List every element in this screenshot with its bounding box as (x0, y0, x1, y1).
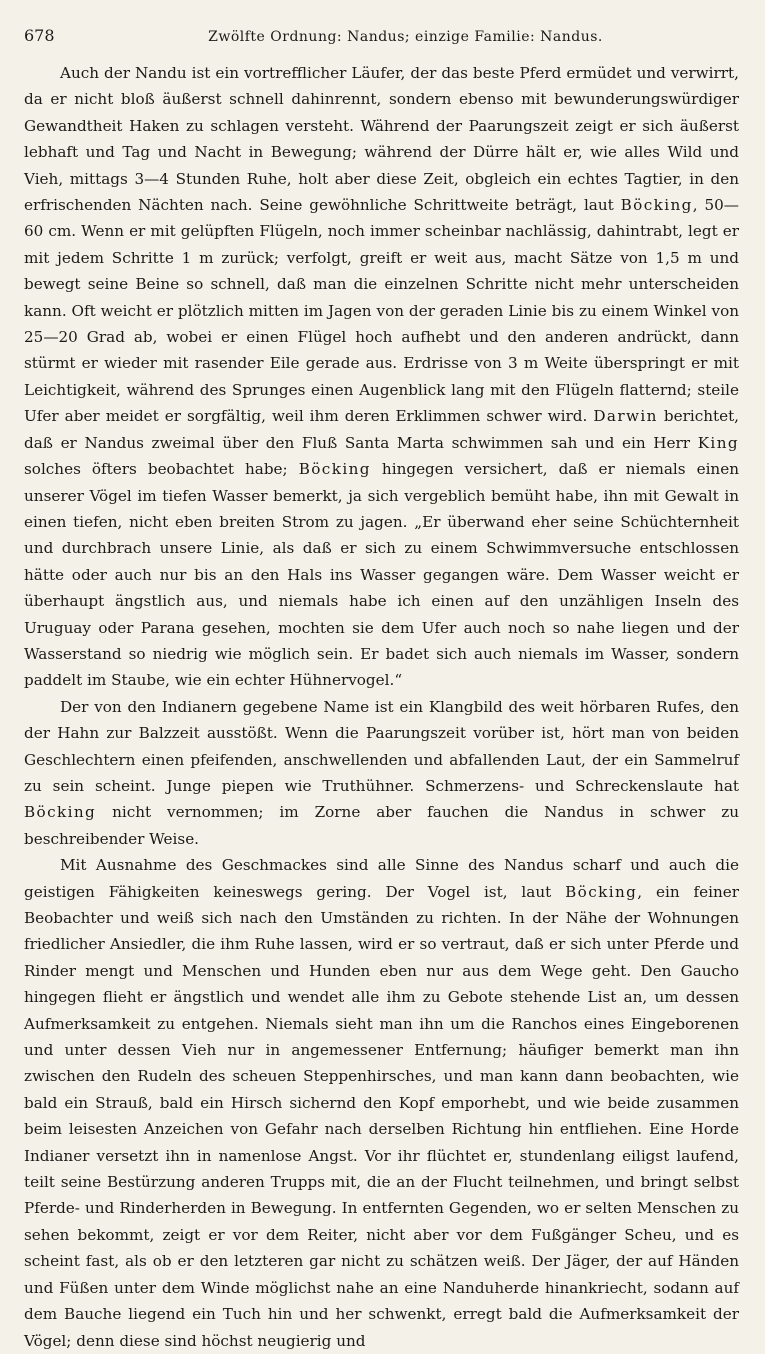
text-run: nicht vernommen; im Zorne aber fauchen die Nandus in schwer zu beschreibender Weise. (24, 803, 739, 848)
text-run: solches öfters beobachtet habe; (24, 460, 299, 479)
text-run: hingegen versichert, daß er niemals einen unserer Vögel im tiefen Wasser bemerkt, ja sich vergeblich bemüht habe, ihn mit Gewalt in einen tiefen, nicht eben breiten Strom zu jagen. „Er überwand eher seine Schüchternheit und durchbrach unsere Linie, als daß er sich zu einem Schwimmversuche entschlossen hätte oder auch nur bis an den Hals ins Wasser gegangen wäre. Dem Wasser weicht er überhaupt ängstlich aus, und niemals habe ich einen auf den unzähligen Inseln des Uruguay oder Parana gesehen, mochten sie dem Ufer auch noch so nahe liegen und der Wasserstand so niedrig wie möglich sein. Er badet sich auch niemals im Wasser, sondern paddelt im Staube, wie ein echter Hühnervogel.“ (24, 460, 739, 690)
text-run: , ein feiner Beobachter und weiß sich nach den Umständen zu richten. In der Nähe der Wohnungen friedlicher Ansiedler, die ihm Ruhe lassen, wird er so vertraut, daß er sich unter Pferde und Rinder mengt und Menschen und Hunden eben nur aus dem Wege geht. Den Gaucho hingegen flieht er ängstlich und wendet alle ihm zu Gebote stehende List an, um dessen Aufmerksamkeit zu entgehen. Niemals sieht man ihn um die Ranchos eines Eingeborenen und unter dessen Vieh nur in angemessener Entfernung; häufiger bemerkt man ihn zwischen den Rudeln des scheuen Steppenhirsches, und man kann dann beobachten, wie bald ein Strauß, bald ein Hirsch sichernd den Kopf emporhebt, und wie beide zusammen beim leisesten Anzeichen von Gefahr nach derselben Richtung hin entfliehen. Eine Horde Indianer versetzt ihn in namenlose Angst. Vor ihr flüchtet er, stundenlang eiligst laufend, teilt seine Bestürzung anderen Trupps mit, die an der Flucht teilnehmen, und bringt selbst Pferde- und Rinderherden in Bewegung. In entfernten Gegenden, wo er selten Menschen zu sehen bekommt, zeigt er vor dem Reiter, nicht aber vor dem Fußgänger Scheu, und es scheint fast, als ob er den letzteren gar nicht zu schätzen weiß. Der Jäger, der auf Händen und Füßen unter dem Winde möglichst nahe an eine Nanduherde hinankriecht, sodann auf dem Bauche liegend ein Tuch hin und her schwenkt, erregt bald die Aufmerksamkeit der Vögel; denn diese sind höchst neugierig und (24, 882, 739, 1350)
text-run: Auch der Nandu ist ein vortrefflicher Läufer, der das beste Pferd ermüdet und verwirrt, da er nicht bloß äußerst schnell dahinrennt, sondern ebenso mit bewunderungswürdiger Gewandtheit Haken zu schlagen versteht. Während der Paarungszeit zeigt er sich äußerst lebhaft und Tag und Nacht in Bewegung; während der Dürre hält er, wie alles Wild und Vieh, mittags 3—4 Stunden Ruhe, holt aber diese Zeit, obgleich ein echtes Tagtier, in den erfrischenden Nächten nach. Seine gewöhnliche Schrittweite beträgt, laut (24, 64, 739, 215)
running-head-title: Zwölfte Ordnung: Nandus; einzige Familie: Nandus. (208, 29, 603, 45)
spaced-name: King (697, 433, 739, 452)
spaced-name: Böcking (565, 882, 638, 901)
page-number: 678 (24, 26, 55, 45)
text-run: Der von den Indianern gegebene Name ist ein Klangbild des weit hörbaren Rufes, den der Hahn zur Balzzeit ausstößt. Wenn die Paarungszeit vorüber ist, hört man von beiden Geschlechtern einen pfeifenden, anschwellenden und abfallenden Laut, der ein Sammelruf zu sein scheint. Junge piepen wie Truthühner. Schmerzens- und Schreckenslaute hat (24, 697, 739, 795)
paragraph (24, 852, 739, 1354)
spaced-name: Böcking (24, 803, 97, 822)
text-run: Mit Ausnahme des Geschmackes sind alle Sinne des Nandus scharf und auch die geistigen Fähigkeiten keineswegs gering. Der Vogel ist, laut (24, 856, 739, 901)
text-run: , 50—60 cm. Wenn er mit gelüpften Flügeln, noch immer scheinbar nachlässig, dahintrabt, legt er mit jedem Schritte 1 m zurück; verfolgt, greift er weit aus, macht Sätze von 1,5 m und bewegt seine Beine so schnell, daß man die einzelnen Schritte nicht mehr unterscheiden kann. Oft weicht er plötzlich mitten im Jagen von der geraden Linie bis zu einem Winkel von 25—20 Grad ab, wobei er einen Flügel hoch aufhebt und den anderen andrückt, dann stürmt er wieder mit rasender Eile gerade aus. Erdrisse von 3 m Weite überspringt er mit Leichtigkeit, während des Sprunges einen Augenblick lang mit den Flügeln flatternd; steile Ufer aber meidet er sorgfältig, weil ihm deren Erklimmen schwer wird. (24, 196, 739, 426)
paragraph (24, 694, 739, 852)
running-head (24, 26, 739, 50)
spaced-name: Böcking (298, 460, 371, 479)
spaced-name: Böcking (620, 196, 693, 215)
text-run: berichtet, daß er Nandus zweimal über den Fluß Santa Marta schwimmen sah und ein Herr (24, 407, 739, 452)
body-text (24, 60, 739, 1354)
spaced-name: Darwin (593, 407, 658, 426)
paragraph (24, 60, 739, 694)
